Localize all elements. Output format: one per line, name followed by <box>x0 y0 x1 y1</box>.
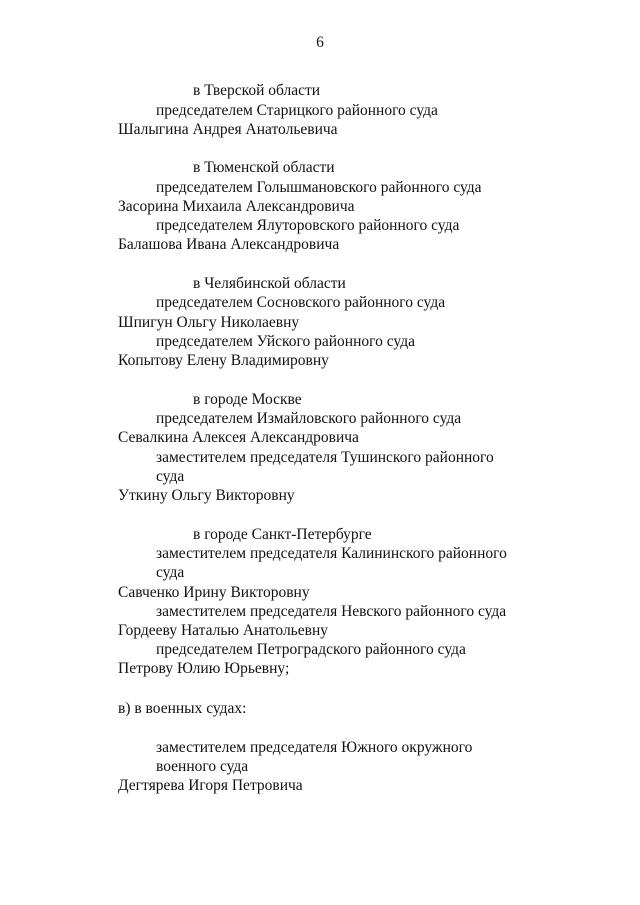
person-name: Засорина Михаила Александровича <box>118 198 355 215</box>
region-heading: в Челябинской области <box>193 275 346 292</box>
region-heading: в Тюменской области <box>193 159 335 176</box>
person-name: Петрову Юлию Юрьевну; <box>118 660 290 677</box>
person-name: Гордееву Наталью Анатольевну <box>118 622 328 639</box>
position-line-continued: военного суда <box>156 758 249 775</box>
person-name: Копытову Елену Владимировну <box>118 352 329 369</box>
position-line: заместителем председателя Калининского районного <box>156 545 507 562</box>
person-name: Шпигун Ольгу Николаевну <box>118 314 300 331</box>
section-heading: в) в военных судах: <box>118 700 247 717</box>
person-name: Савченко Ирину Викторовну <box>118 584 310 601</box>
position-line-continued: суда <box>156 564 185 581</box>
position-line: председателем Измайловского районного суда <box>156 410 462 427</box>
page-number: 6 <box>316 34 324 51</box>
person-name: Дегтярева Игоря Петровича <box>118 777 303 794</box>
position-line: председателем Сосновского районного суда <box>156 294 446 311</box>
person-name: Балашова Ивана Александровича <box>118 236 340 253</box>
position-line: председателем Уйского районного суда <box>156 333 415 350</box>
position-line: заместителем председателя Невского районного суда <box>156 603 507 620</box>
person-name: Уткину Ольгу Викторовну <box>118 487 295 504</box>
position-line-continued: суда <box>156 468 185 485</box>
person-name: Севалкина Алексея Александровича <box>118 429 359 446</box>
region-heading: в городе Санкт-Петербурге <box>193 526 372 543</box>
position-line: заместителем председателя Южного окружного <box>156 739 473 756</box>
region-heading: в Тверской области <box>193 82 321 99</box>
position-line: председателем Голышмановского районного суда <box>156 179 482 196</box>
position-line: председателем Ялуторовского районного суда <box>156 217 460 234</box>
position-line: председателем Старицкого районного суда <box>156 102 438 119</box>
position-line: председателем Петроградского районного суда <box>156 641 466 658</box>
region-heading: в городе Москве <box>193 391 302 408</box>
position-line: заместителем председателя Тушинского районного <box>156 449 494 466</box>
person-name: Шалыгина Андрея Анатольевича <box>118 121 338 138</box>
